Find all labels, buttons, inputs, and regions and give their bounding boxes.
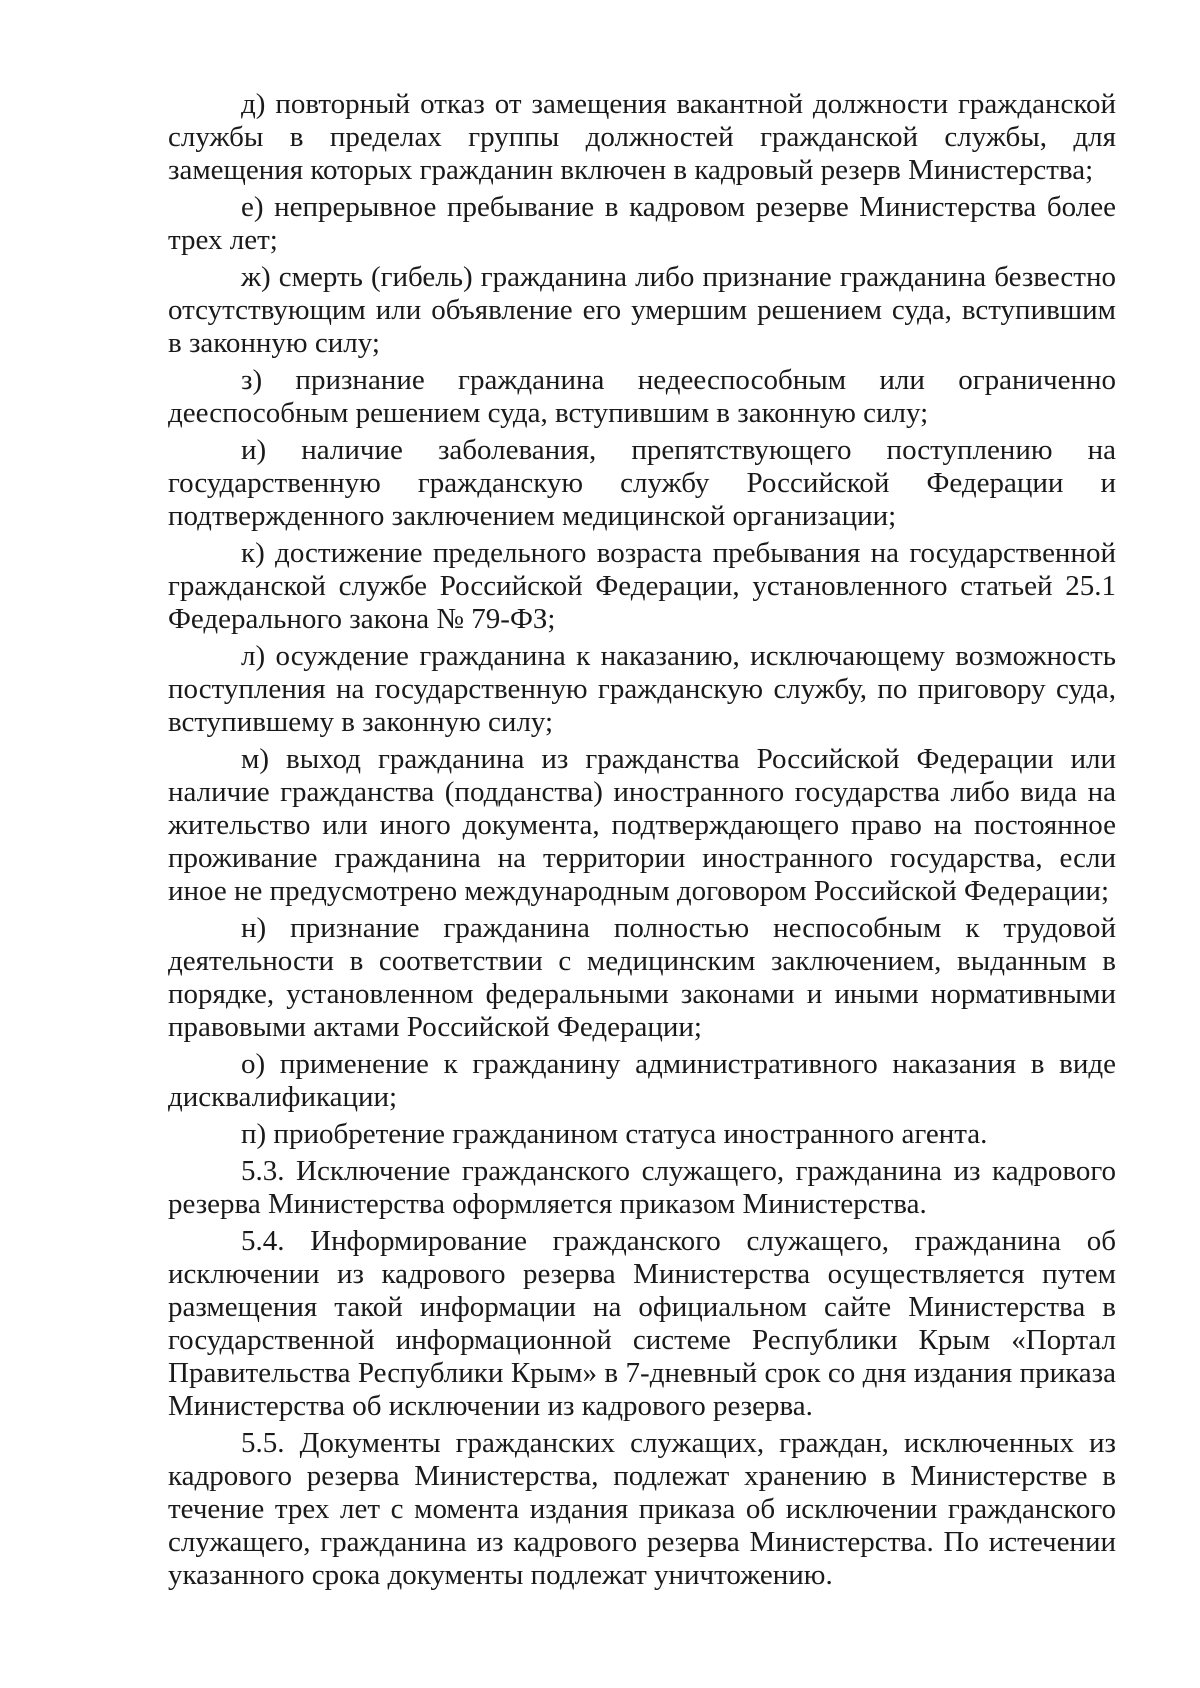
paragraph-item-m: м) выход гражданина из гражданства Российской Федерации или наличие гражданства (подданства) иностранного государства либо вида на жительство или иного документа, подтверждающего право на постоянное проживание гражданина на территории иностранного государства, если иное не предусмотрено международным договором Российской Федерации; bbox=[168, 743, 1116, 907]
paragraph-item-l: л) осуждение гражданина к наказанию, исключающему возможность поступления на государственную гражданскую службу, по приговору суда, вступившему в законную силу; bbox=[168, 640, 1116, 738]
document-body bbox=[168, 88, 1116, 1596]
paragraph-item-o: о) применение к гражданину административного наказания в виде дисквалификации; bbox=[168, 1048, 1116, 1113]
paragraph-5-4: 5.4. Информирование гражданского служащего, гражданина об исключении из кадрового резерва Министерства осуществляется путем размещения такой информации на официальном сайте Министерства в государственной информационной системе Республики Крым «Портал Правительства Республики Крым» в 7-дневный срок со дня издания приказа Министерства об исключении из кадрового резерва. bbox=[168, 1225, 1116, 1422]
paragraph-item-p: п) приобретение гражданином статуса иностранного агента. bbox=[241, 1118, 988, 1150]
paragraph-5-3: 5.3. Исключение гражданского служащего, гражданина из кадрового резерва Министерства оформляется приказом Министерства. bbox=[168, 1155, 1116, 1220]
paragraph-item-i: и) наличие заболевания, препятствующего поступлению на государственную гражданскую службу Российской Федерации и подтвержденного заключением медицинской организации; bbox=[168, 434, 1116, 532]
paragraph-item-z: з) признание гражданина недееспособным или ограниченно дееспособным решением суда, вступившим в законную силу; bbox=[168, 364, 1116, 429]
paragraph-item-n: н) признание гражданина полностью неспособным к трудовой деятельности в соответствии с медицинским заключением, выданным в порядке, установленном федеральными законами и иными нормативными правовыми актами Российской Федерации; bbox=[168, 912, 1116, 1043]
paragraph-5-5: 5.5. Документы гражданских служащих, граждан, исключенных из кадрового резерва Министерства, подлежат хранению в Министерстве в течение трех лет с момента издания приказа об исключении гражданского служащего, гражданина из кадрового резерва Министерства. По истечении указанного срока документы подлежат уничтожению. bbox=[168, 1427, 1116, 1591]
paragraph-item-d: д) повторный отказ от замещения вакантной должности гражданской службы в пределах группы должностей гражданской службы, для замещения которых гражданин включен в кадровый резерв Министерства; bbox=[168, 88, 1116, 186]
paragraph-item-zh: ж) смерть (гибель) гражданина либо признание гражданина безвестно отсутствующим или объявление его умершим решением суда, вступившим в законную силу; bbox=[168, 261, 1116, 359]
paragraph-item-e: е) непрерывное пребывание в кадровом резерве Министерства более трех лет; bbox=[168, 191, 1116, 256]
paragraph-item-k: к) достижение предельного возраста пребывания на государственной гражданской службе Российской Федерации, установленного статьей 25.1 Федерального закона № 79-ФЗ; bbox=[168, 537, 1116, 635]
